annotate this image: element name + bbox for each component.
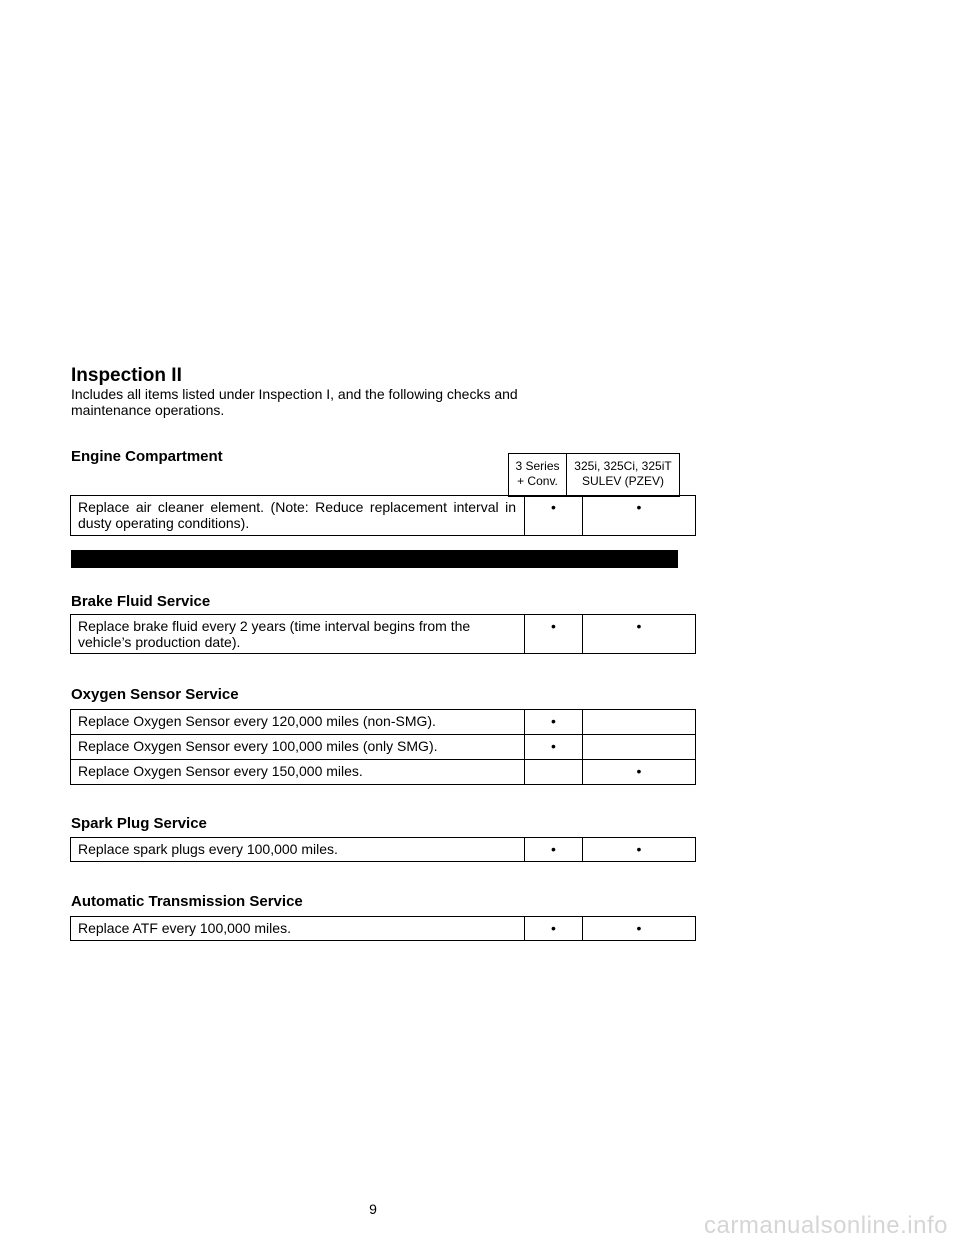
spark-plug-table (70, 837, 696, 862)
row-mark-sulev: • (583, 496, 696, 536)
column-header-3-series-line2: + Conv. (517, 474, 558, 488)
table-row (71, 760, 696, 785)
section-title-automatic-transmission: Automatic Transmission Service (71, 893, 303, 910)
row-mark-3-series: • (525, 917, 583, 941)
section-title-engine-compartment: Engine Compartment (71, 448, 223, 465)
row-mark-3-series: • (525, 496, 583, 536)
row-description: Replace Oxygen Sensor every 120,000 miles (non-SMG). (71, 710, 525, 735)
row-mark-3-series: • (525, 710, 583, 735)
row-mark-3-series (525, 760, 583, 785)
row-mark-sulev (583, 735, 696, 760)
row-mark-sulev (583, 710, 696, 735)
section-title-oxygen-sensor: Oxygen Sensor Service (71, 686, 239, 703)
intro-text: Includes all items listed under Inspection I, and the following checks and maintenance operations. (71, 386, 518, 418)
table-row (71, 615, 696, 654)
table-row (71, 710, 696, 735)
engine-compartment-table (70, 495, 696, 536)
row-mark-sulev: • (583, 917, 696, 941)
column-header-sulev-line1: 325i, 325Ci, 325iT (574, 459, 672, 473)
row-description: Replace air cleaner element. (Note: Reduce replacement interval in dusty operating conditions). (71, 496, 525, 536)
row-mark-sulev: • (583, 615, 696, 654)
page-title: Inspection II (71, 365, 182, 386)
oxygen-sensor-table (70, 709, 696, 785)
section-divider-bar (71, 550, 678, 568)
row-description: Replace Oxygen Sensor every 150,000 miles. (71, 760, 525, 785)
section-title-spark-plug: Spark Plug Service (71, 815, 207, 832)
column-header-sulev (567, 454, 680, 497)
row-description: Replace brake fluid every 2 years (time interval begins from the vehicle’s production date). (71, 615, 525, 654)
column-header-table (508, 453, 680, 497)
page-number: 9 (369, 1201, 377, 1217)
table-row (71, 838, 696, 862)
table-row (71, 496, 696, 536)
section-title-brake-fluid: Brake Fluid Service (71, 593, 211, 610)
row-mark-sulev: • (583, 838, 696, 862)
row-mark-3-series: • (525, 735, 583, 760)
table-row (71, 735, 696, 760)
row-mark-3-series: • (525, 838, 583, 862)
row-description: Replace spark plugs every 100,000 miles. (71, 838, 525, 862)
column-header-3-series (509, 454, 567, 497)
column-header-3-series-line1: 3 Series (515, 459, 560, 473)
row-description: Replace Oxygen Sensor every 100,000 miles (only SMG). (71, 735, 525, 760)
watermark-text: carmanualsonline.info (704, 1212, 948, 1239)
row-mark-3-series: • (525, 615, 583, 654)
column-header-sulev-line2: SULEV (PZEV) (581, 474, 665, 488)
automatic-transmission-table (70, 916, 696, 941)
row-description: Replace ATF every 100,000 miles. (71, 917, 525, 941)
brake-fluid-table (70, 614, 696, 654)
table-row (71, 917, 696, 941)
row-mark-sulev: • (583, 760, 696, 785)
